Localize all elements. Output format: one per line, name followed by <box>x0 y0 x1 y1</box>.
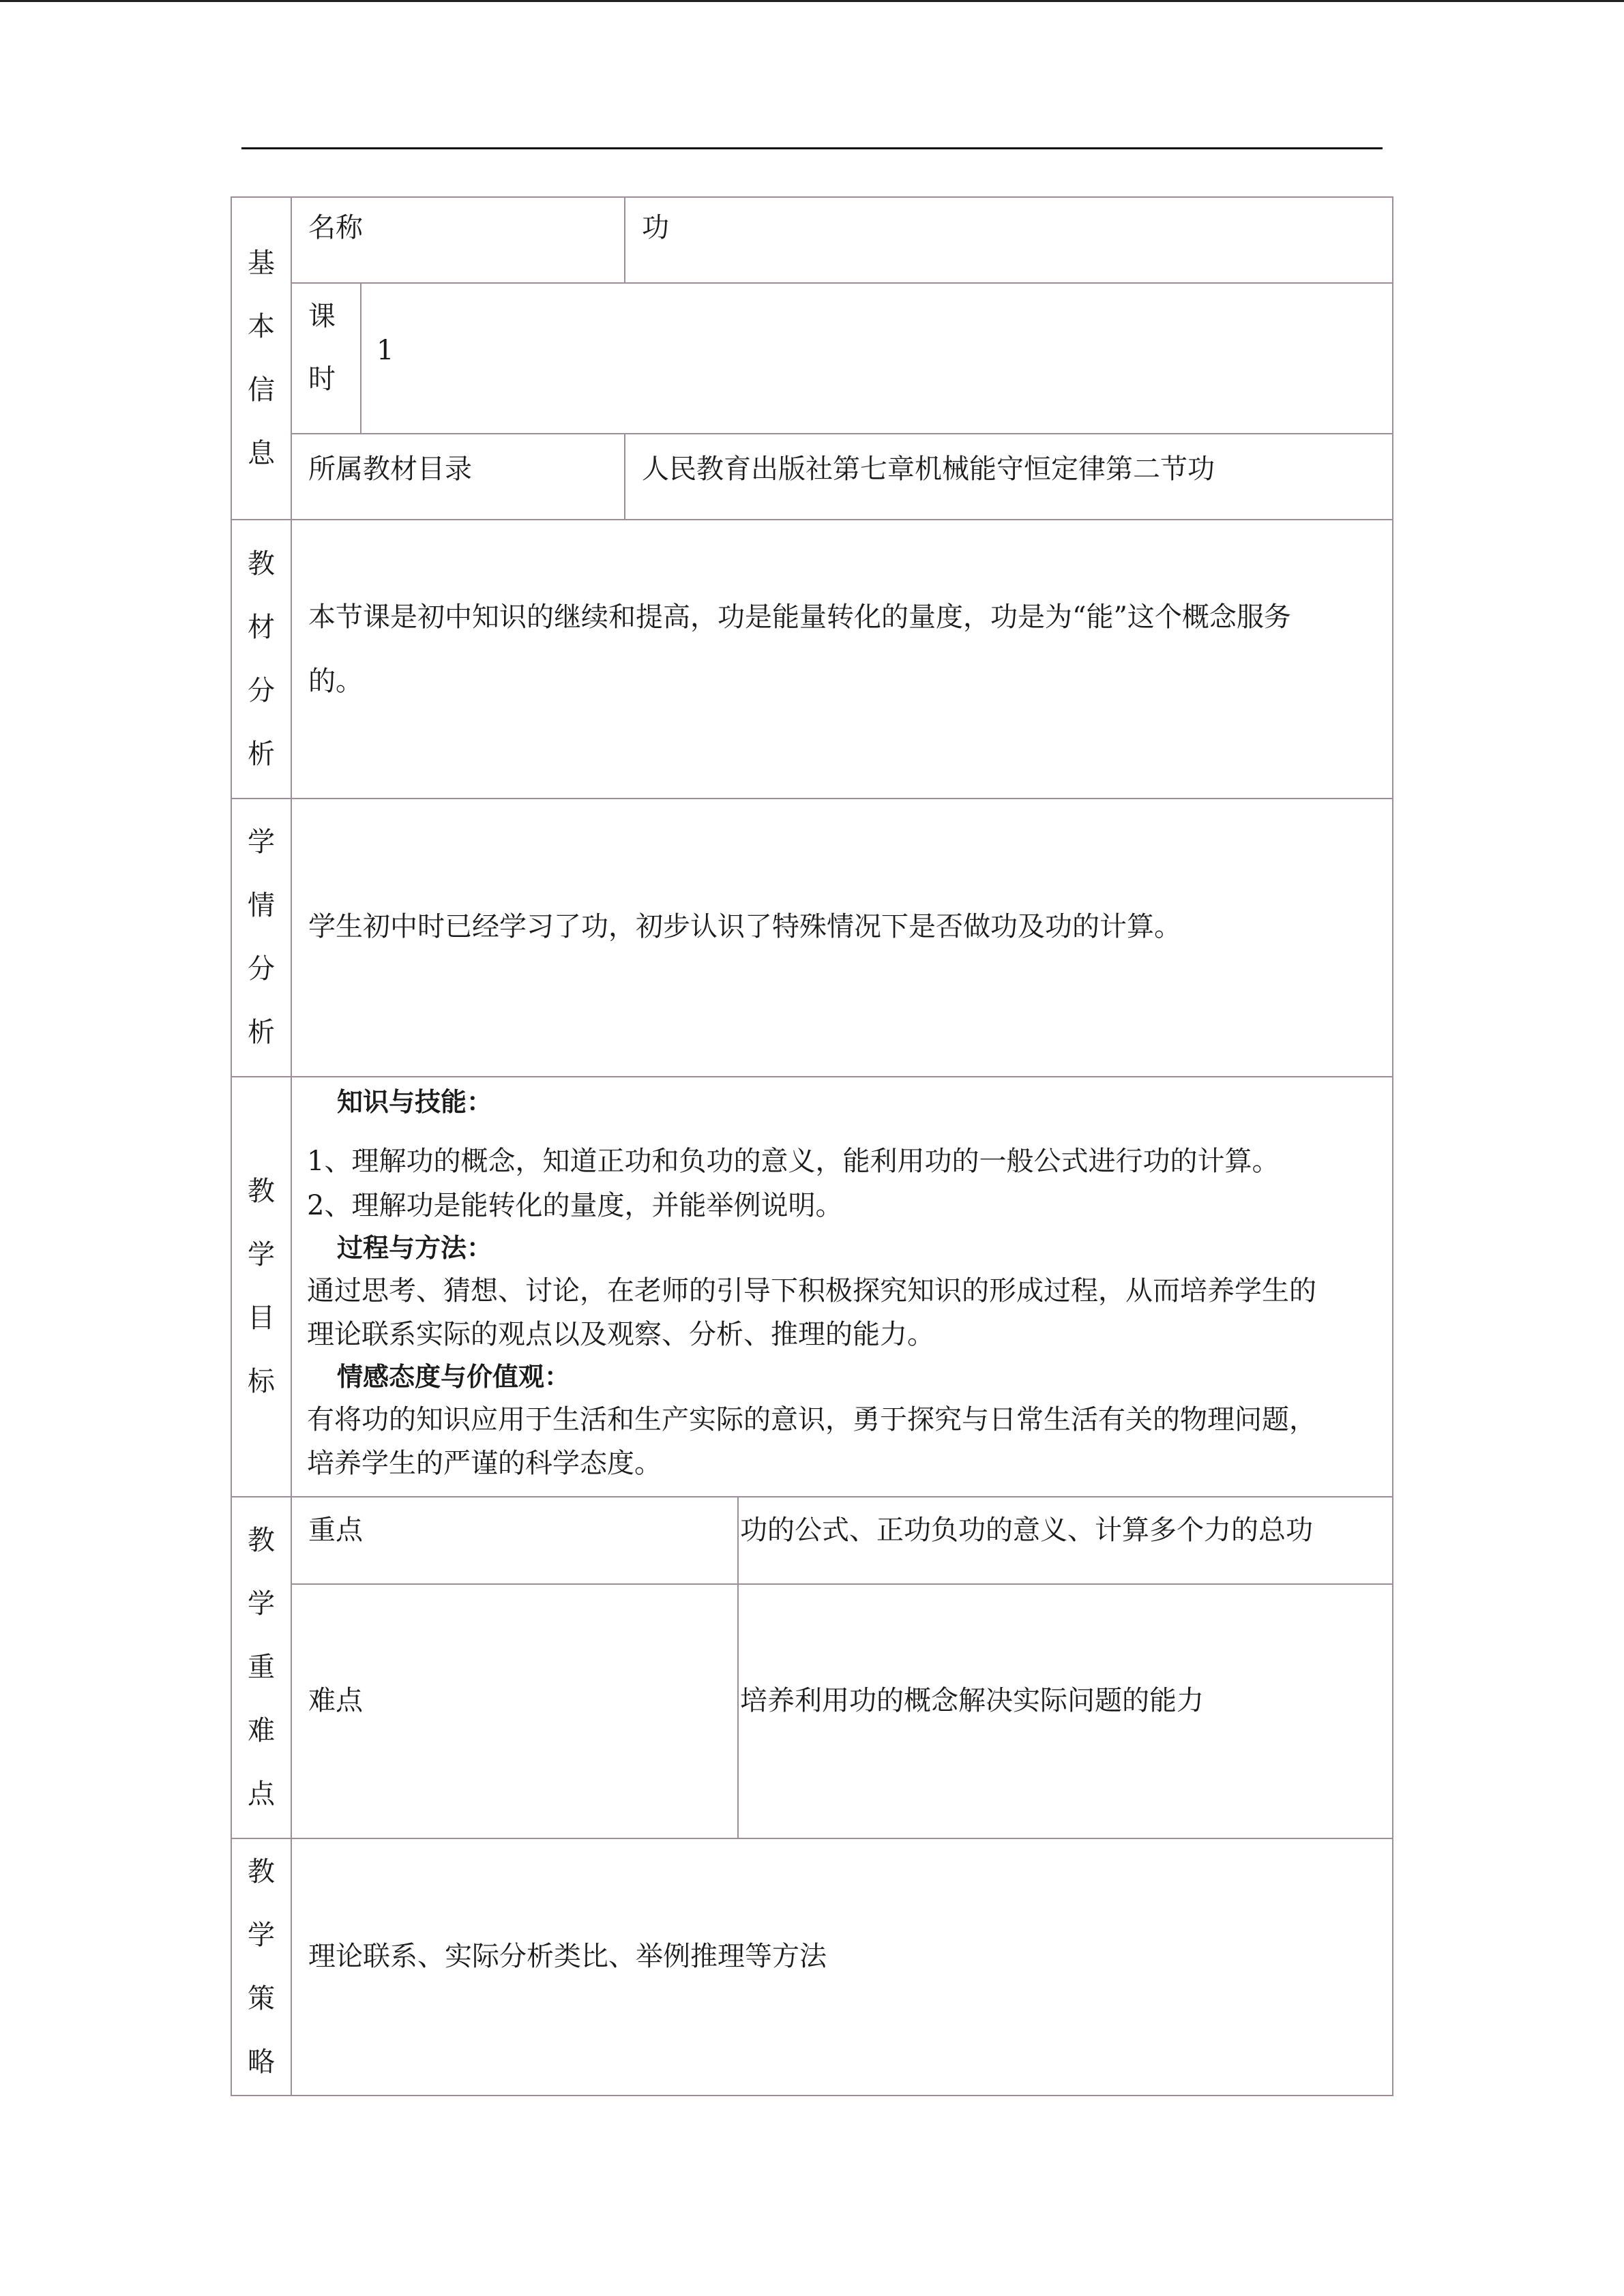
key-point-label-cell <box>291 1496 739 1585</box>
hours-value-cell <box>360 282 1393 434</box>
name-value-cell <box>624 196 1393 284</box>
basic-info-label: 基 本 信 息 <box>231 196 292 520</box>
hours-label-char-2: 时 <box>308 363 336 395</box>
name-label: 名称 <box>308 212 363 243</box>
student-analysis-label: 学 情 分 析 <box>231 798 292 1077</box>
objectives-label: 教 学 目 标 <box>231 1076 292 1497</box>
material-analysis-line-2: 的。 <box>308 666 363 697</box>
header-rule <box>241 147 1383 149</box>
material-analysis-line-1: 本节课是初中知识的继续和提高，功是能量转化的量度，功是为“能”这个概念服务 <box>308 601 1291 633</box>
student-analysis-content <box>291 798 1393 1077</box>
catalog-value-cell <box>624 433 1393 520</box>
difficulty-value: 培养利用功的概念解决实际问题的能力 <box>740 1685 1204 1716</box>
difficulty-label-cell <box>291 1583 739 1839</box>
hours-value: 1 <box>377 335 394 366</box>
knowledge-heading: 知识与技能： <box>337 1087 493 1117</box>
emotion-line-2: 培养学生的严谨的科学态度。 <box>307 1448 662 1479</box>
catalog-value: 人民教育出版社第七章机械能守恒定律第二节功 <box>642 453 1215 485</box>
catalog-label: 所属教材目录 <box>308 453 472 485</box>
process-heading: 过程与方法： <box>337 1233 493 1263</box>
emotion-heading: 情感态度与价值观： <box>337 1362 571 1392</box>
process-line-2: 理论联系实际的观点以及观察、分析、推理的能力。 <box>307 1319 934 1350</box>
process-line-1: 通过思考、猜想、讨论，在老师的引导下积极探究知识的形成过程，从而培养学生的 <box>307 1275 1316 1307</box>
objectives-content <box>291 1076 1393 1497</box>
material-analysis-label: 教 材 分 析 <box>231 519 292 799</box>
key-points-label: 教 学 重 难 点 <box>231 1496 292 1839</box>
hours-label-cell <box>291 282 361 434</box>
strategy-content <box>291 1838 1393 2096</box>
page-top-border <box>0 0 1624 2</box>
key-point-label: 重点 <box>308 1515 363 1546</box>
knowledge-item-1: 1、理解功的概念，知道正功和负功的意义，能利用功的一般公式进行功的计算。 <box>307 1146 1280 1177</box>
key-point-value: 功的公式、正功负功的意义、计算多个力的总功 <box>740 1515 1313 1546</box>
knowledge-item-2: 2、理解功是能转化的量度，并能举例说明。 <box>307 1190 843 1221</box>
strategy-text: 理论联系、实际分析类比、举例推理等方法 <box>308 1941 827 1972</box>
name-label-cell <box>291 196 625 284</box>
difficulty-value-cell <box>737 1583 1393 1839</box>
difficulty-label: 难点 <box>308 1685 363 1716</box>
key-point-value-cell <box>737 1496 1393 1585</box>
student-analysis-text: 学生初中时已经学习了功，初步认识了特殊情况下是否做功及功的计算。 <box>308 911 1181 942</box>
name-value: 功 <box>642 212 669 243</box>
strategy-label: 教 学 策 略 <box>231 1838 292 2096</box>
hours-label-char-1: 课 <box>308 301 336 332</box>
material-analysis-content <box>291 519 1393 799</box>
emotion-line-1: 有将功的知识应用于生活和生产实际的意识，勇于探究与日常生活有关的物理问题， <box>307 1404 1316 1435</box>
catalog-label-cell <box>291 433 625 520</box>
